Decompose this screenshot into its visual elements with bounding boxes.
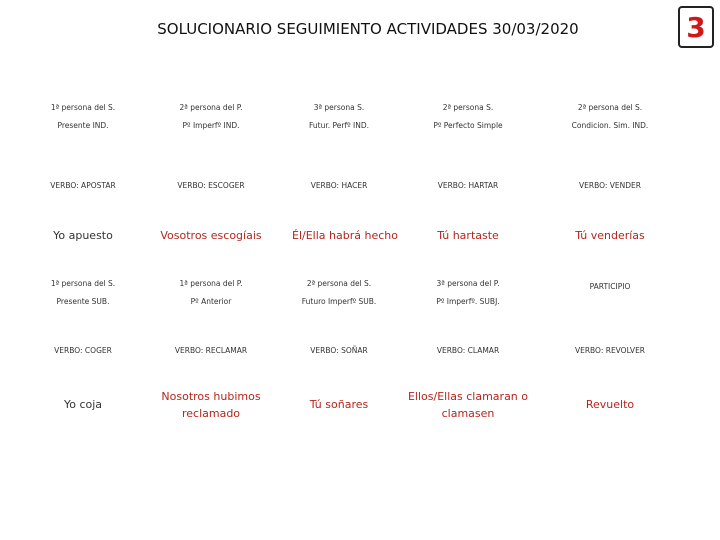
verb-r2-c1: VERBO: COGER (54, 346, 112, 355)
verb-r2-c5: VERBO: REVOLVER (574, 346, 646, 355)
answer-line2: clamasen (441, 407, 495, 420)
verb-r2-c4: VERBO: CLAMAR (436, 346, 500, 355)
descriptor-r1-c2 (148, 99, 274, 135)
answer-r1-c2 (148, 227, 274, 244)
descriptor-r2-c2 (148, 275, 274, 311)
descriptor-line2: Pº Imperfº. SUBJ. (436, 297, 500, 306)
descriptor-line1: 3ª persona del P. (436, 279, 500, 288)
answer-r1-c3 (276, 227, 414, 244)
descriptor-line1: 2ª persona del P. (179, 103, 243, 112)
descriptor-line1: 1ª persona del S. (50, 279, 116, 288)
descriptor-r2-c1 (20, 275, 146, 311)
answer-line1: Yo coja (63, 398, 103, 411)
answer-line1: Yo apuesto (53, 229, 113, 242)
answer-line2: reclamado (181, 407, 241, 420)
descriptor-line1: 2ª persona S. (442, 103, 494, 112)
descriptor-line1: PARTICIPIO (589, 282, 631, 291)
descriptor-line2: Presente IND. (57, 121, 109, 130)
page-number-badge: 3 (678, 6, 714, 48)
descriptor-line2: Pº Perfecto Simple (433, 121, 503, 130)
answer-line1: Tú hartaste (437, 229, 499, 242)
verb-r1-c1: VERBO: APOSTAR (50, 181, 116, 190)
answer-line1: Ellos/Ellas clamaran o (407, 390, 529, 403)
descriptor-r2-c5 (547, 278, 673, 296)
descriptor-r2-c3 (276, 275, 402, 311)
verb-r1-c5: VERBO: VENDER (579, 181, 641, 190)
answer-line1: Tú soñares (309, 398, 369, 411)
answer-line1: Nosotros hubimos (161, 390, 261, 403)
descriptor-line2: Presente SUB. (56, 297, 110, 306)
verb-r2-c2: VERBO: RECLAMAR (174, 346, 248, 355)
answer-line1: Tú venderías (575, 229, 645, 242)
answer-line1: Él/Ella habrá hecho (292, 229, 398, 242)
answer-r2-c5 (547, 396, 673, 413)
descriptor-line1: 2ª persona del S. (577, 103, 643, 112)
verb-r1-c4: VERBO: HARTAR (437, 181, 499, 190)
page-title: SOLUCIONARIO SEGUIMIENTO ACTIVIDADES 30/03/2020 (157, 20, 579, 38)
descriptor-line1: 2ª persona del S. (306, 279, 372, 288)
descriptor-line1: 1ª persona del S. (50, 103, 116, 112)
descriptor-r1-c3 (276, 99, 402, 135)
descriptor-line1: 1ª persona del P. (179, 279, 243, 288)
answer-r2-c4 (398, 388, 538, 422)
verb-r2-c3: VERBO: SOÑAR (310, 346, 368, 355)
descriptor-r1-c4 (405, 99, 531, 135)
verb-r1-c2: VERBO: ESCOGER (177, 181, 245, 190)
descriptor-line2: Futuro Imperfº SUB. (301, 297, 377, 306)
descriptor-r1-c1 (20, 99, 146, 135)
answer-r2-c2 (148, 388, 274, 422)
answer-r2-c3 (276, 396, 402, 413)
answer-line1: Revuelto (585, 398, 635, 411)
answer-r1-c1 (20, 227, 146, 244)
answer-r1-c4 (405, 227, 531, 244)
verb-r1-c3: VERBO: HACER (310, 181, 368, 190)
answer-line1: Vosotros escogíais (160, 229, 262, 242)
descriptor-r2-c4 (405, 275, 531, 311)
descriptor-r1-c5 (547, 99, 673, 135)
answer-r2-c1 (20, 396, 146, 413)
answer-r1-c5 (547, 227, 673, 244)
descriptor-line2: Futur. Perfº IND. (308, 121, 369, 130)
descriptor-line2: Pº Anterior (190, 297, 232, 306)
descriptor-line2: Pº Imperfº IND. (182, 121, 240, 130)
descriptor-line2: Condicion. Sim. IND. (571, 121, 649, 130)
descriptor-line1: 3ª persona S. (313, 103, 365, 112)
